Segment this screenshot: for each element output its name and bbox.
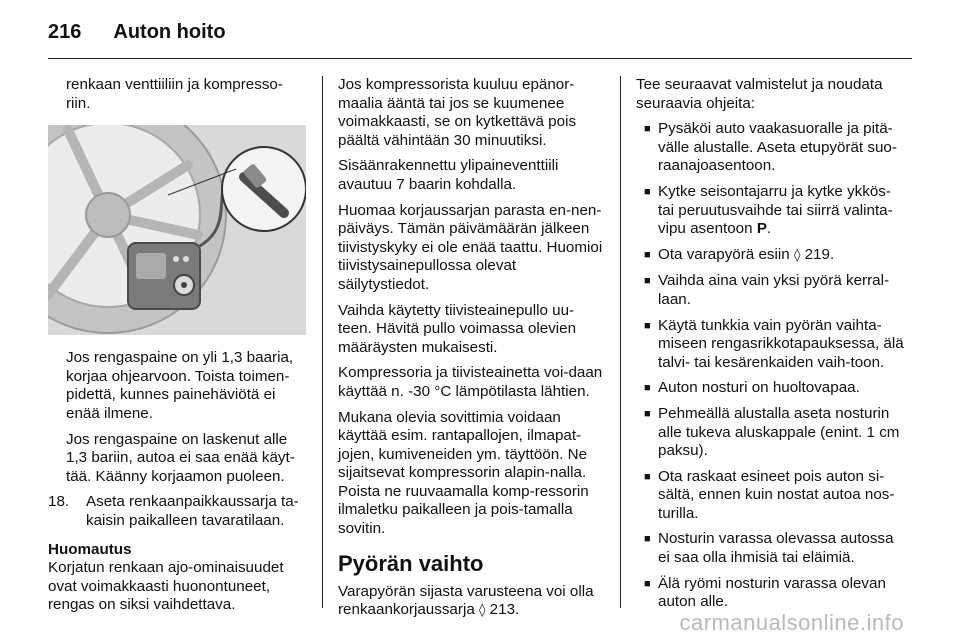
col2-p4: Vaihda käytetty tiivisteainepullo uu-teen. Hävitä pullo voimassa olevien määräysten mukaisesti. [338, 301, 577, 356]
bullet-icon: ■ [644, 248, 651, 261]
col2-p5: Kompressoria ja tiivisteainetta voi-daan käyttää n. -30 °C lämpötilasta lähtien. [338, 364, 603, 400]
list-item: ■ Auton nosturi on huoltovapaa. [644, 379, 860, 397]
bullet-icon: ■ [644, 123, 651, 136]
bullet-icon: ■ [644, 533, 651, 546]
b3-ref-link[interactable]: 219. [804, 245, 835, 263]
list-item: ■ Ota raskaat esineet pois auton si-sältä, ennen kuin nostat autoa nos-turilla. [644, 467, 895, 522]
tire-repair-illustration [48, 125, 306, 335]
bullet-icon: ■ [644, 185, 651, 198]
col1-pressure-low: Jos rengaspaine on laskenut alle 1,3 bariin, autoa ei saa enää käyt-tää. Käänny korjaamon puoleen. [66, 430, 295, 485]
list-item: ■ Ota varapyörä esiin ◊ 219. [636, 246, 906, 266]
column-2 [338, 76, 606, 628]
section-intro: Varapyörän sijasta varusteena voi olla renkaankorjaussarja ◊ 213. [338, 582, 594, 619]
note-text: Korjatun renkaan ajo-ominaisuudet ovat voimakkaasti huonontuneet, rengas on siksi vaihdettava. [48, 559, 284, 614]
list-item: ■ Vaihda aina vain yksi pyörä kerral-laan. [644, 272, 890, 308]
section-ref-link[interactable]: 213. [489, 601, 520, 619]
column-divider-2 [620, 76, 621, 608]
column-3 [636, 76, 906, 619]
page-number: 216 [48, 20, 82, 43]
col2-p2: Sisäänrakennettu ylipaineventtiili avautuu 7 baarin kohdalla. [338, 157, 559, 193]
list-item: ■ Kytke seisontajarru ja kytke ykkös- tai peruutusvaihde tai siirrä valinta-vipu asentoon P. [644, 182, 893, 238]
page-title: Auton hoito [113, 20, 226, 43]
col2-p1: Jos kompressorista kuuluu epänor-maalia ääntä tai jos se kuumenee voimakkaasti, se on kytkettävä pois päältä vähintään 30 minuutiksi. [338, 76, 577, 149]
instruction-list [636, 120, 906, 612]
step-18-text: Aseta renkaanpaikkaussarja ta-kaisin paikalleen tavaratilaan. [86, 493, 299, 529]
bullet-icon: ■ [644, 319, 651, 332]
header-rule [48, 58, 912, 59]
section-heading: Pyörän vaihto [338, 550, 484, 576]
list-item: ■ Nosturin varassa olevassa autossa ei saa olla ihmisiä tai eläimiä. [644, 530, 894, 567]
bullet-icon: ■ [644, 470, 651, 483]
bullet-icon: ■ [644, 577, 651, 590]
column-1 [48, 76, 306, 622]
step-18-number: 18. [48, 493, 70, 511]
watermark: carmanualsonline.info [679, 610, 904, 635]
step-18 [48, 493, 306, 530]
list-item: ■ Älä ryömi nosturin varassa olevan auton alle. [644, 574, 886, 611]
column-divider-1 [322, 76, 323, 608]
list-item: ■ Pysäköi auto vaakasuoralle ja pitä-välle alustalle. Aseta etupyörät suo-raanajoasentoon. [644, 120, 897, 175]
list-item: ■ Pehmeällä alustalla aseta nosturin alle tukeva aluskappale (enint. 1 cm paksu). [644, 404, 900, 460]
bullet-icon: ■ [644, 275, 651, 288]
cross-reference-icon: ◊ [793, 247, 801, 263]
bullet-icon: ■ [644, 382, 651, 395]
bullet-icon: ■ [644, 407, 651, 420]
col3-intro: Tee seuraavat valmistelut ja noudata seuraavia ohjeita: [636, 76, 883, 112]
col1-intro: renkaan venttiiliin ja kompresso-riin. [66, 76, 283, 112]
col1-pressure-high: Jos rengaspaine on yli 1,3 baaria, korjaa ohjearvoon. Toista toimen-pidettä, kunnes painehäviötä ei enää ilmene. [66, 349, 294, 422]
page-header [48, 12, 912, 52]
cross-reference-icon: ◊ [479, 603, 486, 619]
note-heading: Huomautus [48, 540, 132, 558]
col2-p6: Mukana olevia sovittimia voidaan käyttää esim. rantapallojen, ilmapat-jojen, kumiveneiden ym. täyttöön. Ne sijaitsevat kompressorin alapin-nalla. Poista ne ruuvaamalla komp-ressorin ilmaletku paikalleen ja pois-tamalla sovitin. [338, 408, 589, 538]
col2-p3: Huomaa korjaussarjan parasta en-nen-päiväys. Tämän päivämäärän jälkeen tiivistyskyky ei ole enää taattu. Huomioi tiivistysainepullossa olevat säilytystiedot. [338, 201, 603, 293]
list-item: ■ Käytä tunkkia vain pyörän vaihta-miseen rengasrikkotapauksessa, älä talvi- tai kesärenkaiden vaih-toon. [644, 316, 904, 371]
